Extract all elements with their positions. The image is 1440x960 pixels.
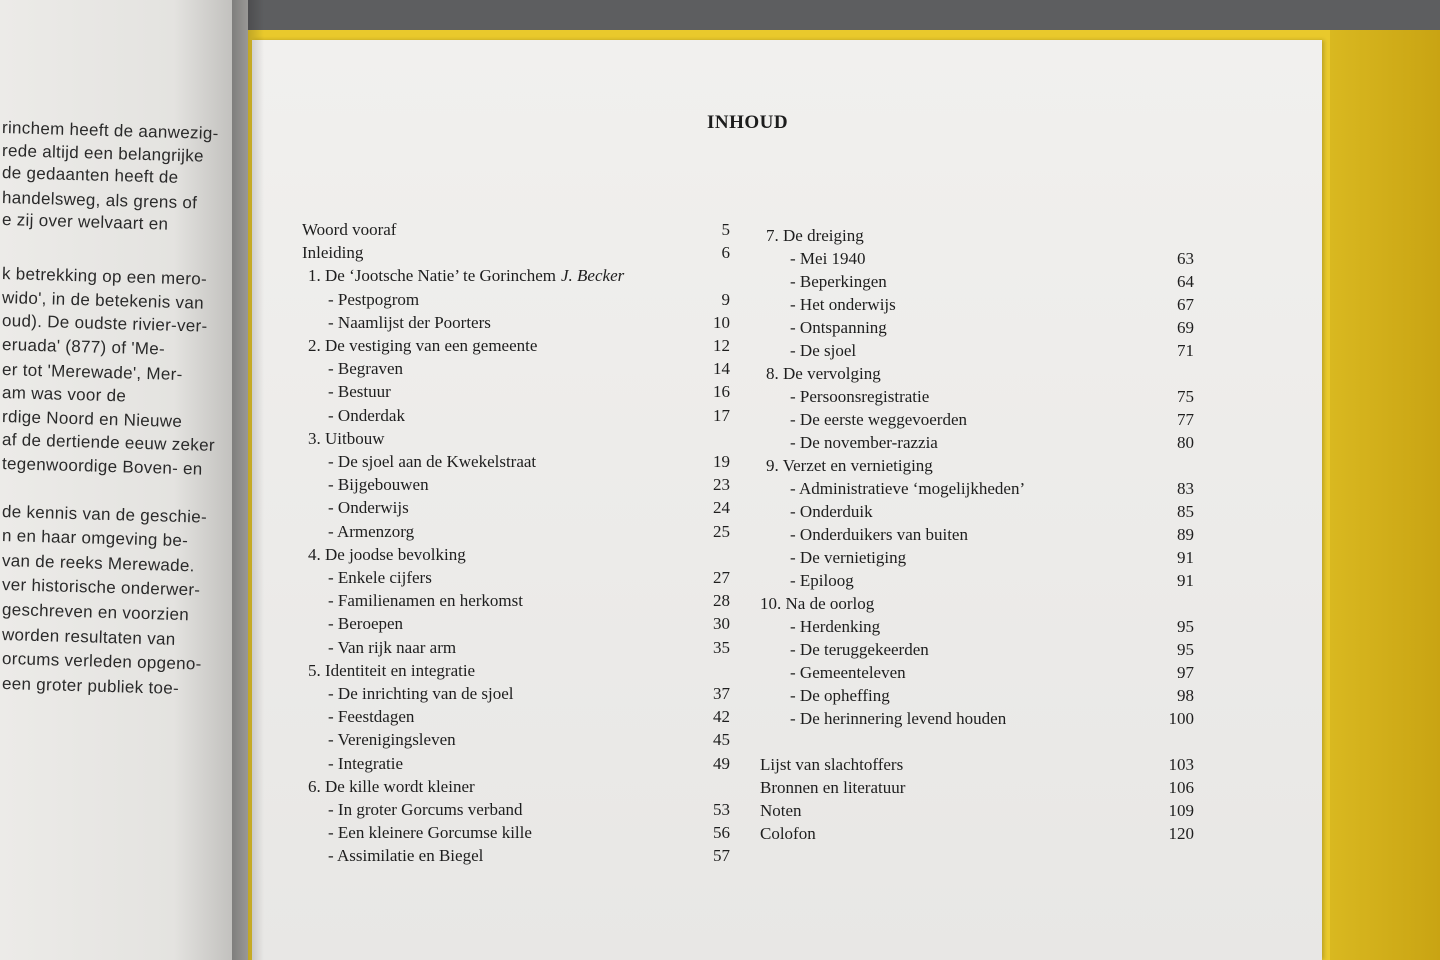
toc-entry [302, 846, 730, 869]
toc-entry-label [328, 290, 419, 310]
toc-entry-label [760, 824, 816, 844]
toc-entry-text: - Integratie [328, 753, 404, 773]
toc-entry-label [766, 456, 933, 476]
toc-entry-page-number: 97 [1177, 663, 1194, 682]
toc-entry-text: - Naamlijst der Poorters [328, 312, 491, 332]
toc-entry [302, 313, 730, 336]
toc-entry-label [790, 433, 938, 453]
toc-entry [302, 220, 730, 243]
toc-entry-text: - Enkele cijfers [328, 568, 432, 587]
toc-entry-label [790, 387, 929, 407]
toc-entry-text: - De teruggekeerden [790, 640, 929, 659]
toc-entry-label [308, 777, 475, 797]
toc-entry-label [790, 502, 873, 522]
toc-entry-label [790, 548, 906, 568]
toc-entry-text: 7. De dreiging [766, 226, 864, 245]
toc-entry-label [328, 498, 409, 518]
toc-entry-text: - Bestuur [328, 382, 391, 402]
toc-entry-page-number: 28 [713, 591, 730, 611]
toc-entry [760, 663, 1194, 686]
toc-entry-text: - Onderduik [790, 502, 873, 521]
toc-entry [760, 318, 1194, 341]
toc-entry [760, 755, 1194, 778]
left-page-line: k betrekking op een mero- [1, 263, 208, 289]
toc-entry [760, 433, 1194, 456]
toc-entry-text: - Persoonsregistratie [790, 387, 930, 406]
toc-entry-label [328, 800, 523, 820]
toc-entry-text: Noten [760, 801, 802, 820]
toc-entry-page-number: 56 [713, 823, 730, 843]
toc-entry [302, 568, 730, 591]
toc-entry-text: - Epiloog [790, 571, 854, 590]
toc-entry [760, 778, 1194, 801]
toc-entry-text: - De november-razzia [790, 433, 938, 452]
toc-entry-label [302, 220, 396, 240]
toc-entry-page-number: 45 [713, 730, 730, 750]
left-page-line: handelsweg, als grens of [1, 187, 198, 213]
toc-entry [302, 707, 730, 730]
toc-entry-text: - Herdenking [790, 617, 881, 636]
toc-entry-label [766, 226, 864, 246]
toc-entry [302, 359, 730, 382]
toc-entry-page-number: 16 [713, 382, 730, 402]
toc-entry-text: - Mei 1940 [790, 249, 866, 268]
toc-entry [302, 429, 730, 452]
toc-entry [760, 456, 1194, 479]
toc-entry [760, 364, 1194, 387]
toc-entry-label [790, 249, 866, 269]
left-page-line: wido', in de betekenis van [1, 288, 205, 313]
toc-entry [760, 617, 1194, 640]
toc-entry [760, 548, 1194, 571]
toc-entry-page-number: 109 [1168, 801, 1194, 820]
toc-entry-page-number: 106 [1168, 778, 1194, 797]
toc-entry-text: Colofon [760, 824, 816, 843]
toc-entry-text: - Bijgebouwen [328, 475, 429, 495]
toc-entry-text: - Gemeenteleven [790, 663, 906, 682]
toc-entry-page-number: 120 [1168, 824, 1194, 843]
toc-entry-text: - Van rijk naar arm [328, 637, 457, 657]
page-title: INHOUD [707, 112, 789, 133]
toc-entry-text: - De sjoel aan de Kwekelstraat [328, 452, 537, 471]
left-page-line: orcums verleden opgeno- [1, 649, 202, 674]
toc-entry-text: - Een kleinere Gorcumse kille [328, 823, 532, 843]
toc-entry-label [790, 686, 890, 706]
toc-entry-label [790, 663, 906, 683]
left-page-line: n en haar omgeving be- [1, 526, 189, 551]
toc-entry-text: - In groter Gorcums verband [328, 800, 523, 819]
toc-entry [302, 545, 730, 568]
toc-entry [302, 823, 730, 846]
toc-entry-page-number: 63 [1177, 249, 1194, 268]
book-gutter-shadow [232, 0, 272, 960]
toc-entry [760, 295, 1194, 318]
toc-entry [302, 777, 730, 800]
toc-entry-text: - Onderdak [328, 405, 405, 425]
toc-entry-text: 5. Identiteit en integratie [308, 660, 476, 680]
toc-entry-page-number: 95 [1177, 640, 1194, 659]
toc-entry-text: 4. De joodse bevolking [308, 544, 466, 564]
left-page-line: af de dertiende eeuw zeker [1, 429, 216, 455]
left-page-line: de gedaanten heeft de [1, 163, 179, 188]
toc-entry-page-number: 67 [1177, 295, 1194, 314]
toc-entry-text: - Feestdagen [328, 707, 415, 727]
toc-entry-page-number: 37 [713, 684, 730, 703]
toc-entry [302, 266, 730, 289]
toc-entry-page-number: 14 [713, 359, 730, 379]
toc-entry-page-number: 91 [1177, 571, 1194, 590]
toc-entry-text: 2. De vestiging van een gemeente [308, 336, 538, 355]
toc-entry [760, 824, 1194, 847]
toc-entry [302, 336, 730, 359]
toc-entry [760, 502, 1194, 525]
toc-entry-label [308, 266, 624, 286]
toc-entry-label [328, 452, 536, 472]
toc-entry [760, 272, 1194, 295]
toc-entry-label [790, 709, 1006, 729]
toc-entry-label [760, 801, 802, 821]
left-page-line: rdige Noord en Nieuwe [1, 407, 183, 432]
toc-entry-text: - Pestpogrom [328, 289, 420, 309]
left-page-line: worden resultaten van [1, 624, 176, 649]
toc-entry [302, 498, 730, 521]
toc-entry-label [766, 364, 881, 384]
toc-entry-text: 8. De vervolging [766, 364, 881, 383]
left-page-text [0, 0, 248, 960]
toc-entry-label [790, 640, 929, 660]
toc-entry-page-number: 24 [713, 498, 730, 518]
toc-entry [760, 686, 1194, 709]
toc-entry-page-number: 100 [1168, 709, 1194, 728]
toc-entry-label [328, 823, 532, 843]
toc-entry [760, 640, 1194, 663]
toc-entry-page-number: 6 [721, 243, 730, 263]
toc-entry [760, 709, 1194, 732]
toc-entry-page-number: 77 [1177, 410, 1194, 429]
toc-entry [302, 290, 730, 313]
toc-entry-page-number: 95 [1177, 617, 1194, 636]
toc-entry [760, 341, 1194, 364]
toc-entry-author: J. Becker [561, 266, 625, 286]
toc-entry-label [328, 638, 456, 658]
toc-entry-text: - Ontspanning [790, 318, 887, 337]
toc-entry-page-number: 80 [1177, 433, 1194, 452]
toc-entry-label [328, 846, 483, 866]
toc-entry-text: - Onderduikers van buiten [790, 525, 968, 544]
toc-entry [302, 800, 730, 823]
left-page-line: van de reeks Merewade. [1, 550, 195, 576]
toc-entry-label [790, 341, 856, 361]
toc-entry-text: - Verenigingsleven [328, 730, 456, 750]
toc-entry-label [790, 295, 896, 315]
toc-entry-label [328, 406, 405, 426]
toc-entry-text: - Beroepen [328, 614, 404, 634]
left-page-line: am was voor de [1, 382, 127, 406]
toc-entry-page-number: 69 [1177, 318, 1194, 337]
toc-entry-label [308, 661, 475, 681]
toc-entry-page-number: 53 [713, 800, 730, 819]
toc-entry-label [328, 382, 391, 402]
toc-entry [760, 801, 1194, 824]
toc-entry-text: 1. De ‘Jootsche Natie’ te Gorinchem [308, 266, 556, 286]
toc-entry-label [328, 313, 491, 333]
toc-entry-page-number: 57 [713, 846, 730, 866]
toc-entry-text: 10. Na de oorlog [760, 594, 875, 613]
toc-entry-page-number: 35 [713, 637, 730, 657]
toc-entry-label [308, 336, 537, 356]
toc-entry-text: - Assimilatie en Biegel [328, 846, 484, 866]
toc-entry-label [308, 545, 466, 565]
left-page-line: geschreven en voorzien [1, 600, 190, 625]
left-page-line: oud). De oudste rivier-ver- [1, 310, 208, 336]
toc-entry [302, 475, 730, 498]
left-page-line: rede altijd een belangrijke [1, 140, 205, 166]
toc-entry [302, 452, 730, 475]
toc-entry-label [328, 684, 514, 704]
toc-entry-page-number: 103 [1168, 755, 1194, 774]
toc-entry-page-number: 23 [713, 475, 730, 495]
toc-entry-label [328, 522, 414, 542]
book-cover-shade [1330, 30, 1440, 960]
toc-entry-text: - Armenzorg [328, 521, 415, 541]
toc-entry-page-number: 75 [1177, 387, 1194, 406]
toc-entry-page-number: 49 [713, 753, 730, 773]
toc-entry-text: Lijst van slachtoffers [760, 755, 904, 774]
toc-entry-page-number: 64 [1177, 272, 1194, 291]
toc-entry-label [328, 475, 429, 495]
toc-entry-label [328, 359, 403, 379]
toc-entry-page-number: 85 [1177, 502, 1194, 521]
toc-entry [302, 591, 730, 614]
toc-entry [302, 243, 730, 266]
toc-entry-text: 6. De kille wordt kleiner [308, 776, 475, 796]
toc-entry-label [760, 594, 874, 614]
toc-entry-page-number: 10 [713, 312, 730, 332]
toc-entry-text: - De opheffing [790, 686, 890, 705]
toc-entry-page-number: 19 [713, 452, 730, 471]
toc-entry [760, 594, 1194, 617]
toc-entry-page-number: 30 [713, 614, 730, 634]
toc-entry-text: 9. Verzet en vernietiging [766, 456, 933, 475]
toc-entry [302, 382, 730, 405]
toc-entry-page-number: 9 [721, 289, 730, 309]
toc-entry-text: Bronnen en literatuur [760, 778, 906, 797]
toc-entry-label [328, 614, 403, 634]
toc-entry-page-number: 27 [713, 568, 730, 587]
toc-entry-text: - Familienamen en herkomst [328, 591, 523, 611]
toc-entry-label [760, 755, 903, 775]
toc-entry-text: - De inrichting van de sjoel [328, 684, 514, 703]
right-page [252, 40, 1322, 960]
left-page-line: de kennis van de geschie- [1, 501, 208, 527]
toc-entry-label [328, 707, 414, 727]
toc-entry-page-number: 5 [721, 220, 730, 239]
toc-entry-page-number: 98 [1177, 686, 1194, 705]
toc-entry [760, 571, 1194, 594]
left-page-line: tegenwoordige Boven- en [1, 454, 203, 479]
toc-entry-label [328, 591, 523, 611]
toc-entry [302, 754, 730, 777]
toc-entry-label [328, 568, 432, 588]
toc-entry-label [790, 479, 1025, 499]
toc-entry [760, 226, 1194, 249]
left-page [0, 0, 248, 960]
toc-entry-text: - Begraven [328, 359, 404, 379]
toc-entry [760, 387, 1194, 410]
toc-entry-label [790, 525, 968, 545]
toc-entry-label [790, 272, 887, 292]
toc-entry [302, 684, 730, 707]
toc-entry-label [328, 754, 403, 774]
toc-entry-label [328, 730, 456, 750]
toc-entry-label [790, 410, 967, 430]
toc-entry-text: - De vernietiging [790, 548, 907, 567]
toc-entry-page-number: 12 [713, 336, 730, 355]
toc-entry [302, 406, 730, 429]
toc-entry-text: - Administratieve ‘mogelijkheden’ [790, 479, 1026, 498]
toc-entry-label [790, 617, 880, 637]
toc-entry-label [302, 243, 363, 263]
toc-entry [302, 638, 730, 661]
toc-entry-page-number: 83 [1177, 479, 1194, 498]
toc-entry-text: - De sjoel [790, 341, 857, 360]
toc-entry [760, 525, 1194, 548]
toc-entry-text: - Het onderwijs [790, 295, 896, 314]
toc-entry [302, 730, 730, 753]
toc-entry [760, 249, 1194, 272]
toc-entry [302, 661, 730, 684]
toc-entry [302, 614, 730, 637]
toc-entry-page-number: 17 [713, 405, 730, 425]
toc-entry-text: - De eerste weggevoerden [790, 410, 967, 429]
toc-entry-text: - De herinnering levend houden [790, 709, 1007, 728]
toc-entry-label [790, 318, 887, 338]
toc-entry-page-number: 71 [1177, 341, 1194, 360]
toc-entry-text: - Onderwijs [328, 498, 409, 518]
toc-entry [760, 410, 1194, 433]
left-page-line: rinchem heeft de aanwezig- [1, 118, 219, 144]
toc-entry-label [790, 571, 854, 591]
toc-entry-page-number: 91 [1177, 548, 1194, 567]
left-page-line: een groter publiek toe- [1, 673, 180, 698]
left-page-line: er tot 'Merewade', Mer- [1, 360, 183, 385]
toc-entry [760, 479, 1194, 502]
toc-entry-page-number: 25 [713, 521, 730, 541]
toc-entry-page-number: 42 [713, 707, 730, 727]
left-page-line: e zij over welvaart en [1, 210, 169, 235]
toc-entry-page-number: 89 [1177, 525, 1194, 544]
toc-entry-label [760, 778, 905, 798]
toc-entry [302, 522, 730, 545]
toc-entry-label [308, 429, 385, 449]
toc-entry-text: Woord vooraf [302, 220, 397, 239]
left-page-line: eruada' (877) of 'Me- [1, 335, 166, 359]
left-page-line: ver historische onderwer- [1, 575, 201, 600]
toc-entry-text: - Beperkingen [790, 272, 887, 291]
toc-entry-text: Inleiding [302, 243, 364, 263]
toc-entry-text: 3. Uitbouw [308, 428, 385, 448]
